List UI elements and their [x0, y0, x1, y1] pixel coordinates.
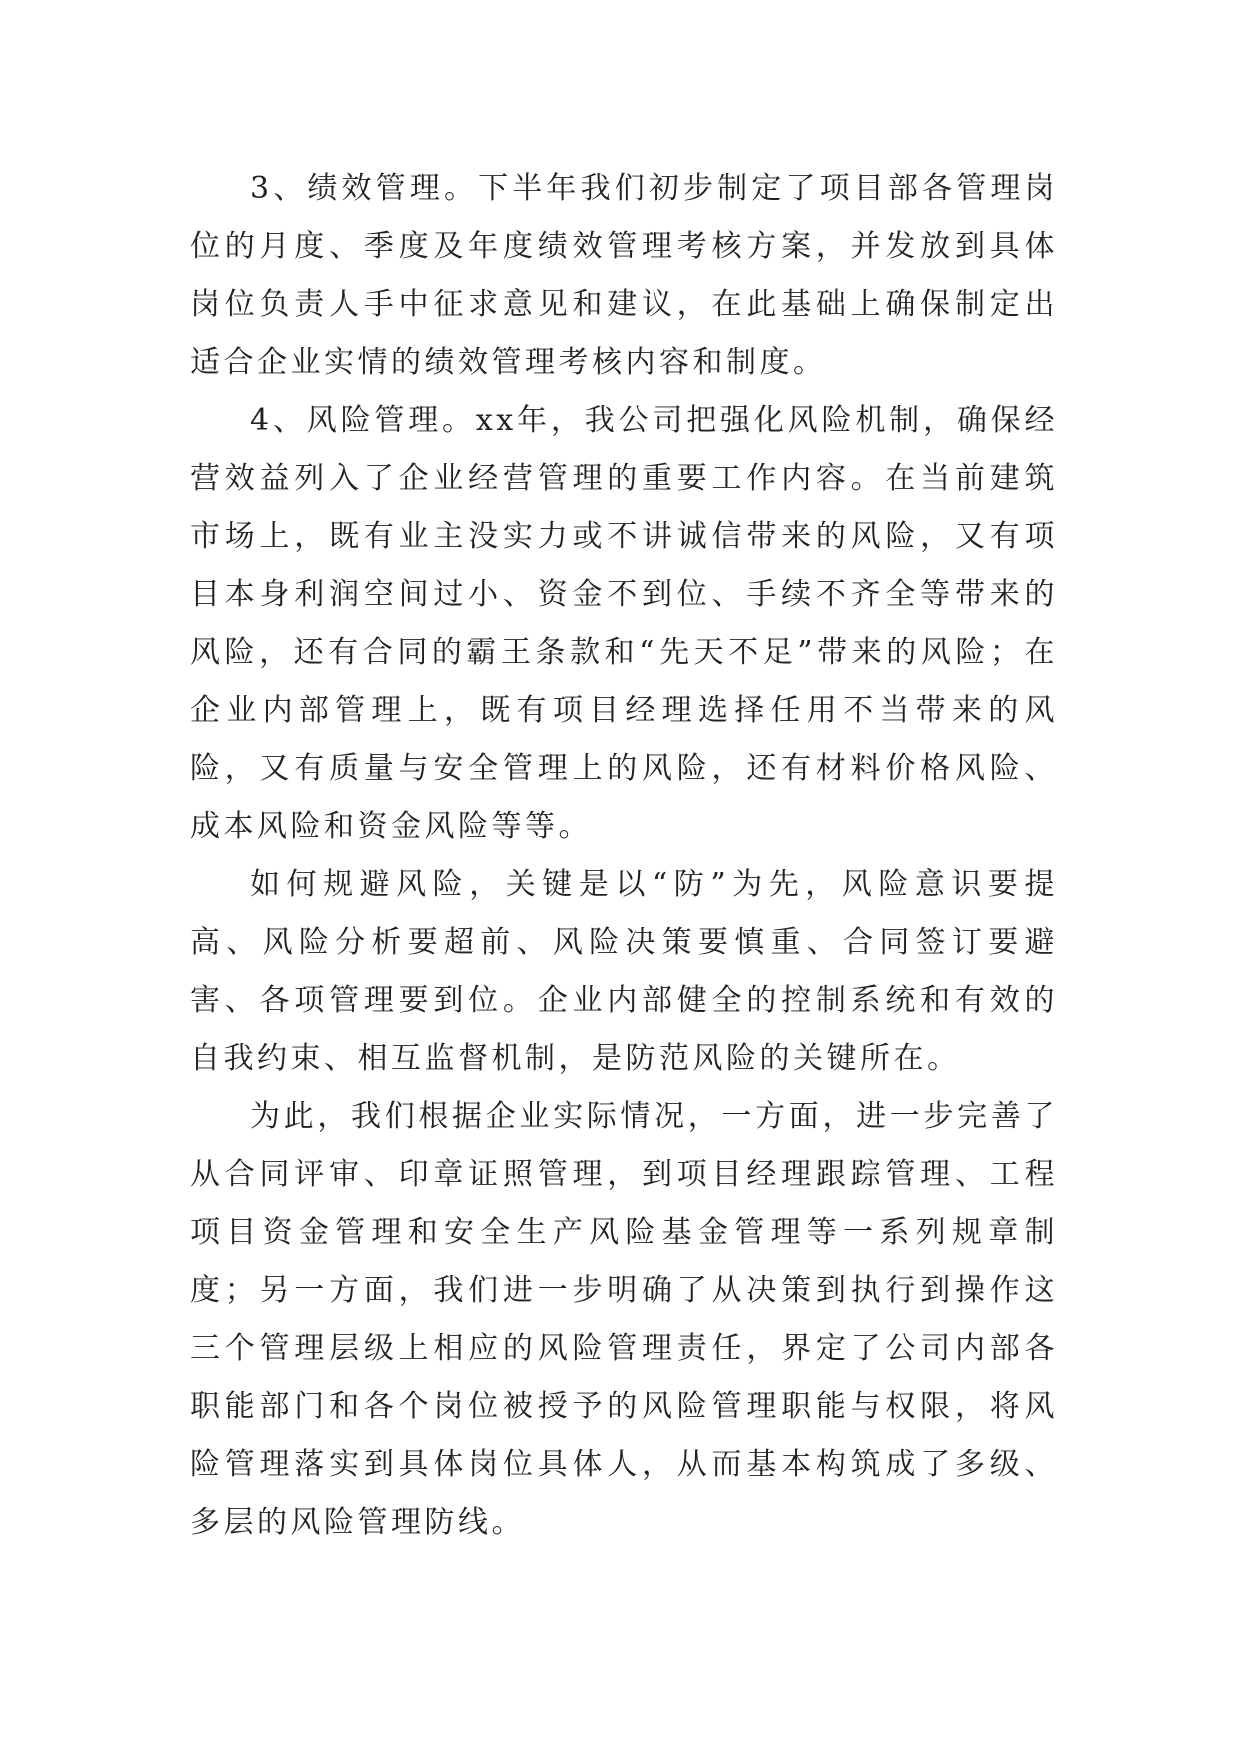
- paragraph-risk-measures: 为此，我们根据企业实际情况，一方面，进一步完善了从合同评审、印章证照管理，到项目经理跟踪管理、工程项目资金管理和安全生产风险基金管理等一系列规章制度；另一方面，我们进一步明确了从决策到执行到操作这三个管理层级上相应的风险管理责任，界定了公司内部各职能部门和各个岗位被授予的风险管理职能与权限，将风险管理落实到具体岗位具体人，从而基本构筑成了多级、多层的风险管理防线。: [190, 1099, 1058, 1540]
- paragraph-risk-management: 4、风险管理。xx年，我公司把强化风险机制，确保经营效益列入了企业经营管理的重要工作内容。在当前建筑市场上，既有业主没实力或不讲诚信带来的风险，又有项目本身利润空间过小、资金不到位、手续不齐全等带来的风险，还有合同的霸王条款和“先天不足”带来的风险；在企业内部管理上，既有项目经理选择任用不当带来的风险，又有质量与安全管理上的风险，还有材料价格风险、成本风险和资金风险等等。: [190, 403, 1058, 844]
- paragraph-risk-avoidance: 如何规避风险，关键是以“防”为先，风险意识要提高、风险分析要超前、风险决策要慎重、合同签订要避害、各项管理要到位。企业内部健全的控制系统和有效的自我约束、相互监督机制，是防范风险的关键所在。: [190, 867, 1058, 1076]
- document-body: [190, 160, 1058, 1552]
- paragraph-performance-management: 3、绩效管理。下半年我们初步制定了项目部各管理岗位的月度、季度及年度绩效管理考核方案，并发放到具体岗位负责人手中征求意见和建议，在此基础上确保制定出适合企业实情的绩效管理考核内容和制度。: [190, 171, 1058, 380]
